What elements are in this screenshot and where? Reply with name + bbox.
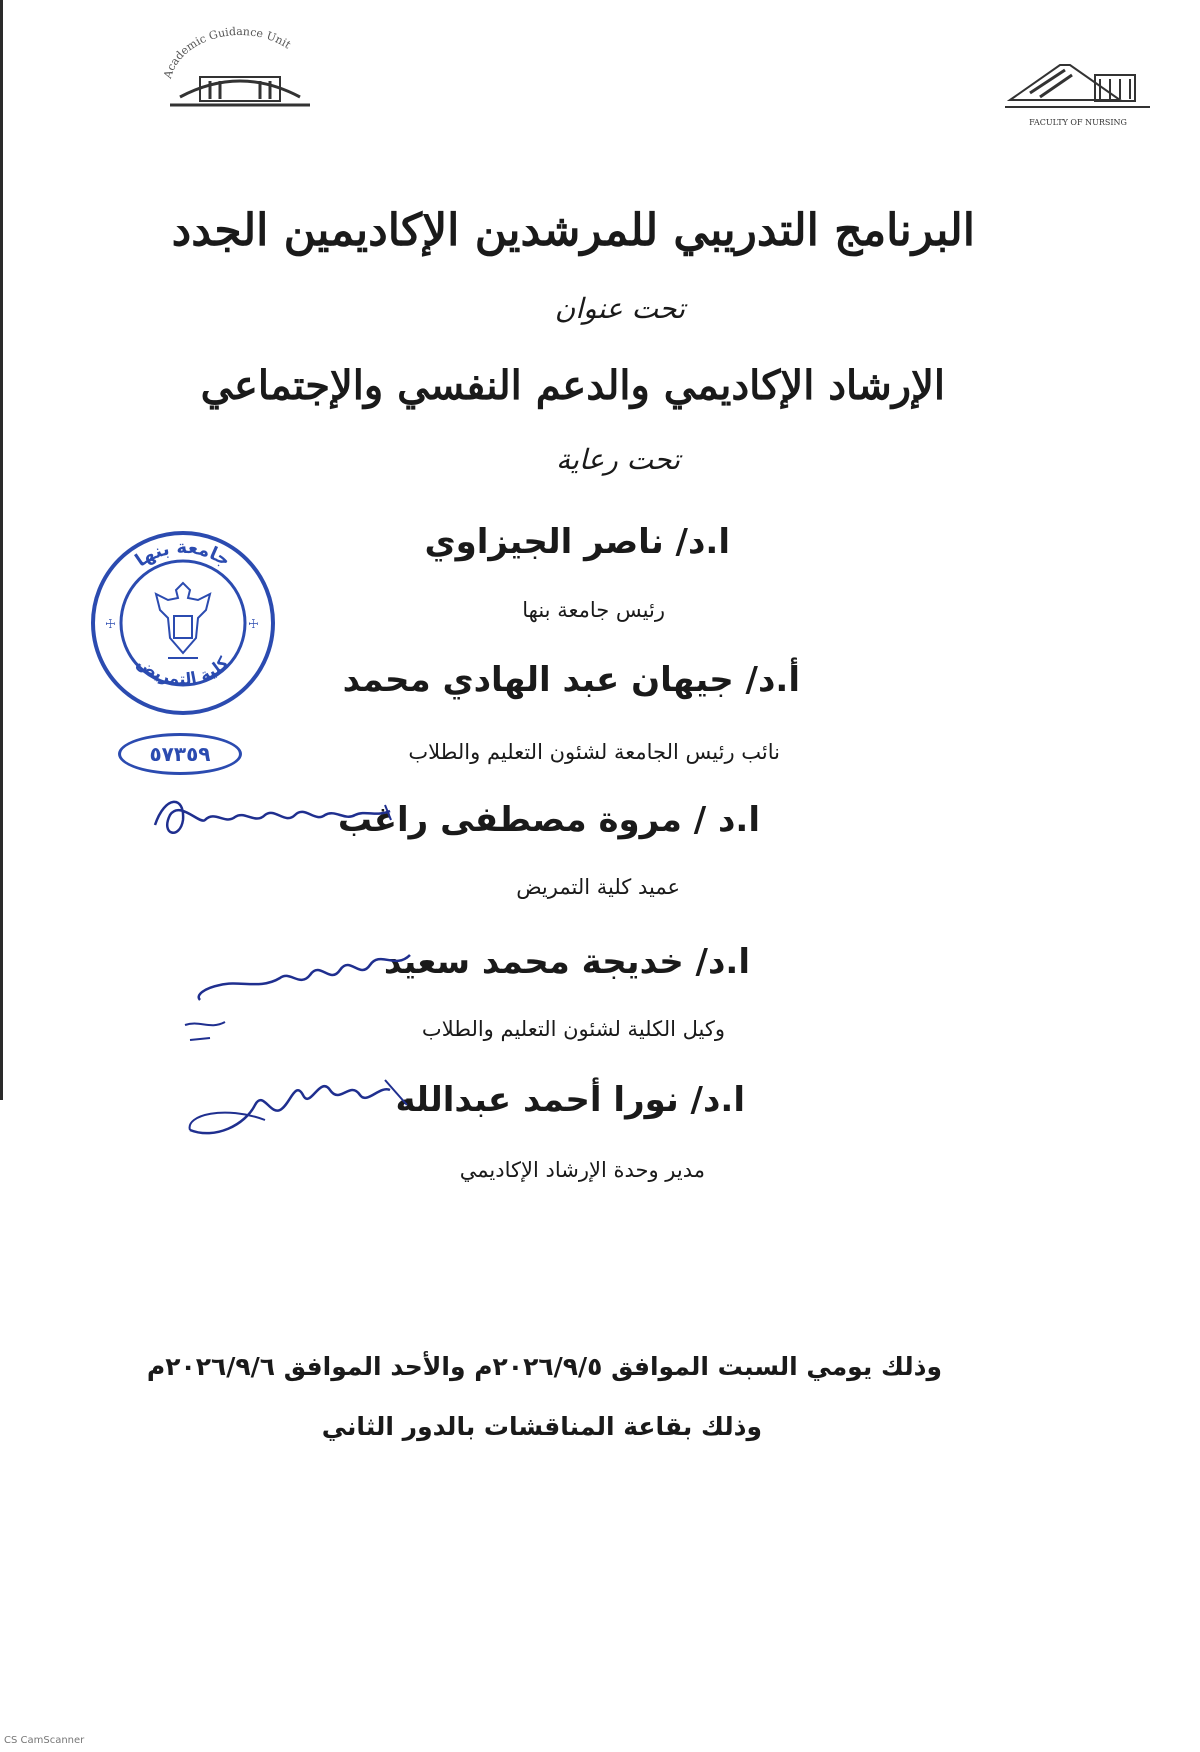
patron-name: أ.د/ جيهان عبد الهادي محمد — [342, 660, 800, 700]
patron-name: ا.د / مروة مصطفى راغب — [337, 800, 760, 840]
logo-left-text: Academic Guidance Unit — [161, 25, 294, 80]
scanner-watermark: CS CamScanner — [4, 1735, 85, 1746]
handwritten-signature-unit-director — [185, 1065, 415, 1145]
patron-name: ا.د/ خديجة محمد سعيد — [383, 942, 750, 982]
svg-text:☩: ☩ — [248, 617, 259, 631]
patron-role: وكيل الكلية لشئون التعليم والطلاب — [421, 1017, 725, 1041]
eagle-emblem-icon — [156, 583, 210, 658]
patron-role: رئيس جامعة بنها — [522, 598, 665, 622]
under-title-label: تحت عنوان — [554, 292, 685, 325]
academic-guidance-logo — [150, 25, 330, 115]
program-topic: الإرشاد الإكاديمي والدعم النفسي والإجتماعي — [200, 362, 945, 409]
patron-name: ا.د/ نورا أحمد عبدالله — [395, 1080, 745, 1120]
handwritten-signature-dean — [145, 785, 405, 845]
location-line: وذلك بقاعة المناقشات بالدور الثاني — [321, 1412, 762, 1441]
seal-bottom-text: كلية التمريض — [133, 652, 233, 689]
svg-text:Academic Guidance Unit — [161, 25, 294, 81]
logo-right-text: FACULTY OF NURSING — [1029, 118, 1127, 127]
seal-number-stamp: ٥٧٣٥٩ — [118, 733, 242, 775]
under-patronage-label: تحت رعاية — [556, 443, 680, 476]
scan-edge-line — [0, 0, 3, 1100]
patron-name: ا.د/ ناصر الجيزاوي — [424, 522, 730, 562]
seal-top-text: جامعة بنها — [131, 536, 235, 572]
official-seal-stamp — [88, 528, 278, 718]
patron-role: عميد كلية التمريض — [516, 875, 680, 899]
faculty-of-nursing-logo — [1000, 45, 1160, 135]
schedule-line: وذلك يومي السبت الموافق ٢٠٢٦/٩/٥م والأحد الموافق ٢٠٢٦/٩/٦م — [146, 1352, 942, 1381]
patron-role: مدير وحدة الإرشاد الإكاديمي — [459, 1158, 705, 1182]
handwritten-signature-vice-dean — [180, 940, 420, 1050]
patron-role: نائب رئيس الجامعة لشئون التعليم والطلاب — [408, 740, 780, 764]
svg-text:☩: ☩ — [105, 617, 116, 631]
document-title: البرنامج التدريبي للمرشدين الإكاديمين الجدد — [171, 205, 975, 256]
